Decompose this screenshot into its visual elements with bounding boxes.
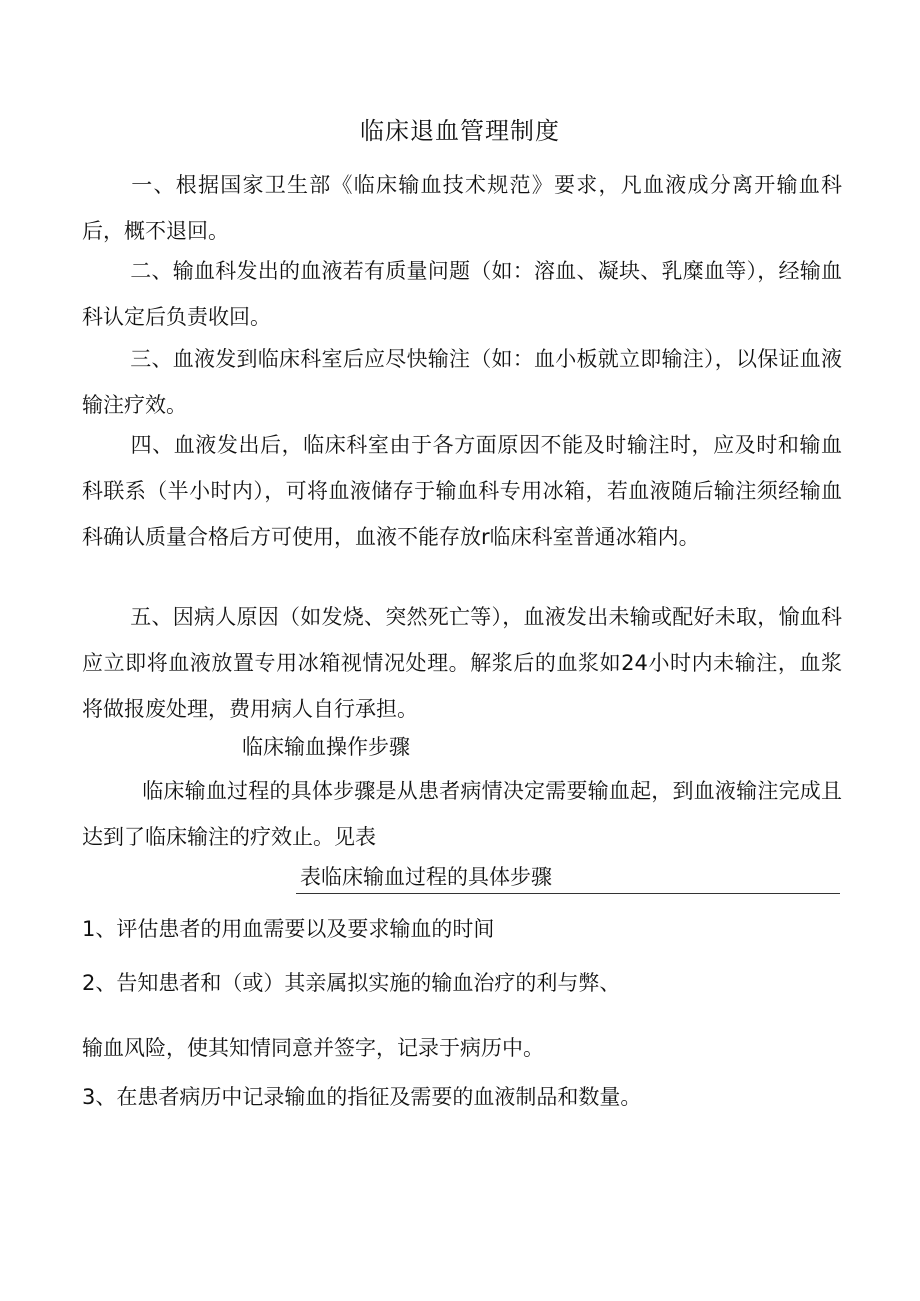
paragraph-1: [82, 162, 842, 254]
document-title: 临床退血管理制度: [360, 117, 560, 145]
paragraph-4: [82, 422, 842, 560]
step-1: 1、评估患者的用血需要以及要求输血的时间: [82, 917, 495, 941]
paragraph-5: [82, 594, 842, 732]
paragraph-5-text: 五、因病人原因（如发烧、突然死亡等），血液发出未输或配好未取，愉血科应立即将血液放置专用冰箱视情况处理。解浆后的血浆如24小时内未输注，血浆将做报废处理，费用病人自行承担。: [82, 605, 842, 721]
paragraph-3: [82, 336, 842, 428]
table-divider: [296, 893, 840, 894]
paragraph-4-text: 四、血液发出后，临床科室由于各方面原因不能及时输注时，应及时和输血科联系（半小时内），可将血液储存于输血科专用冰箱，若血液随后输注须经输血科确认质量合格后方可使用，血液不能存放r临床科室普通冰箱内。: [82, 433, 842, 549]
table-caption: 表临床输血过程的具体步骤: [300, 865, 552, 889]
paragraph-2-text: 二、输血科发出的血液若有质量问题（如：溶血、凝块、乳糜血等），经输血科认定后负责收回。: [82, 259, 842, 329]
paragraph-3-text: 三、血液发到临床科室后应尽快输注（如：血小板就立即输注），以保证血液输注疗效。: [82, 347, 842, 417]
paragraph-2: [82, 248, 842, 340]
section-subheading: 临床输血操作步骤: [242, 735, 410, 759]
intro-paragraph-text: 临床输血过程的具体步骤是从患者病情决定需要输血起，到血液输注完成且达到了临床输注的疗效止。见表: [82, 779, 842, 849]
step-3: 3、在患者病历中记录输血的指征及需要的血液制品和数量。: [82, 1085, 642, 1109]
intro-paragraph: [82, 768, 842, 860]
step-2-continued: 输血风险，使其知情同意并签字，记录于病历中。: [82, 1036, 544, 1060]
step-2: 2、告知患者和（或）其亲属拟实施的输血治疗的利与弊、: [82, 971, 621, 995]
paragraph-1-text: 一、根据国家卫生部《临床输血技术规范》要求，凡血液成分离开输血科后，概不退回。: [82, 173, 842, 243]
